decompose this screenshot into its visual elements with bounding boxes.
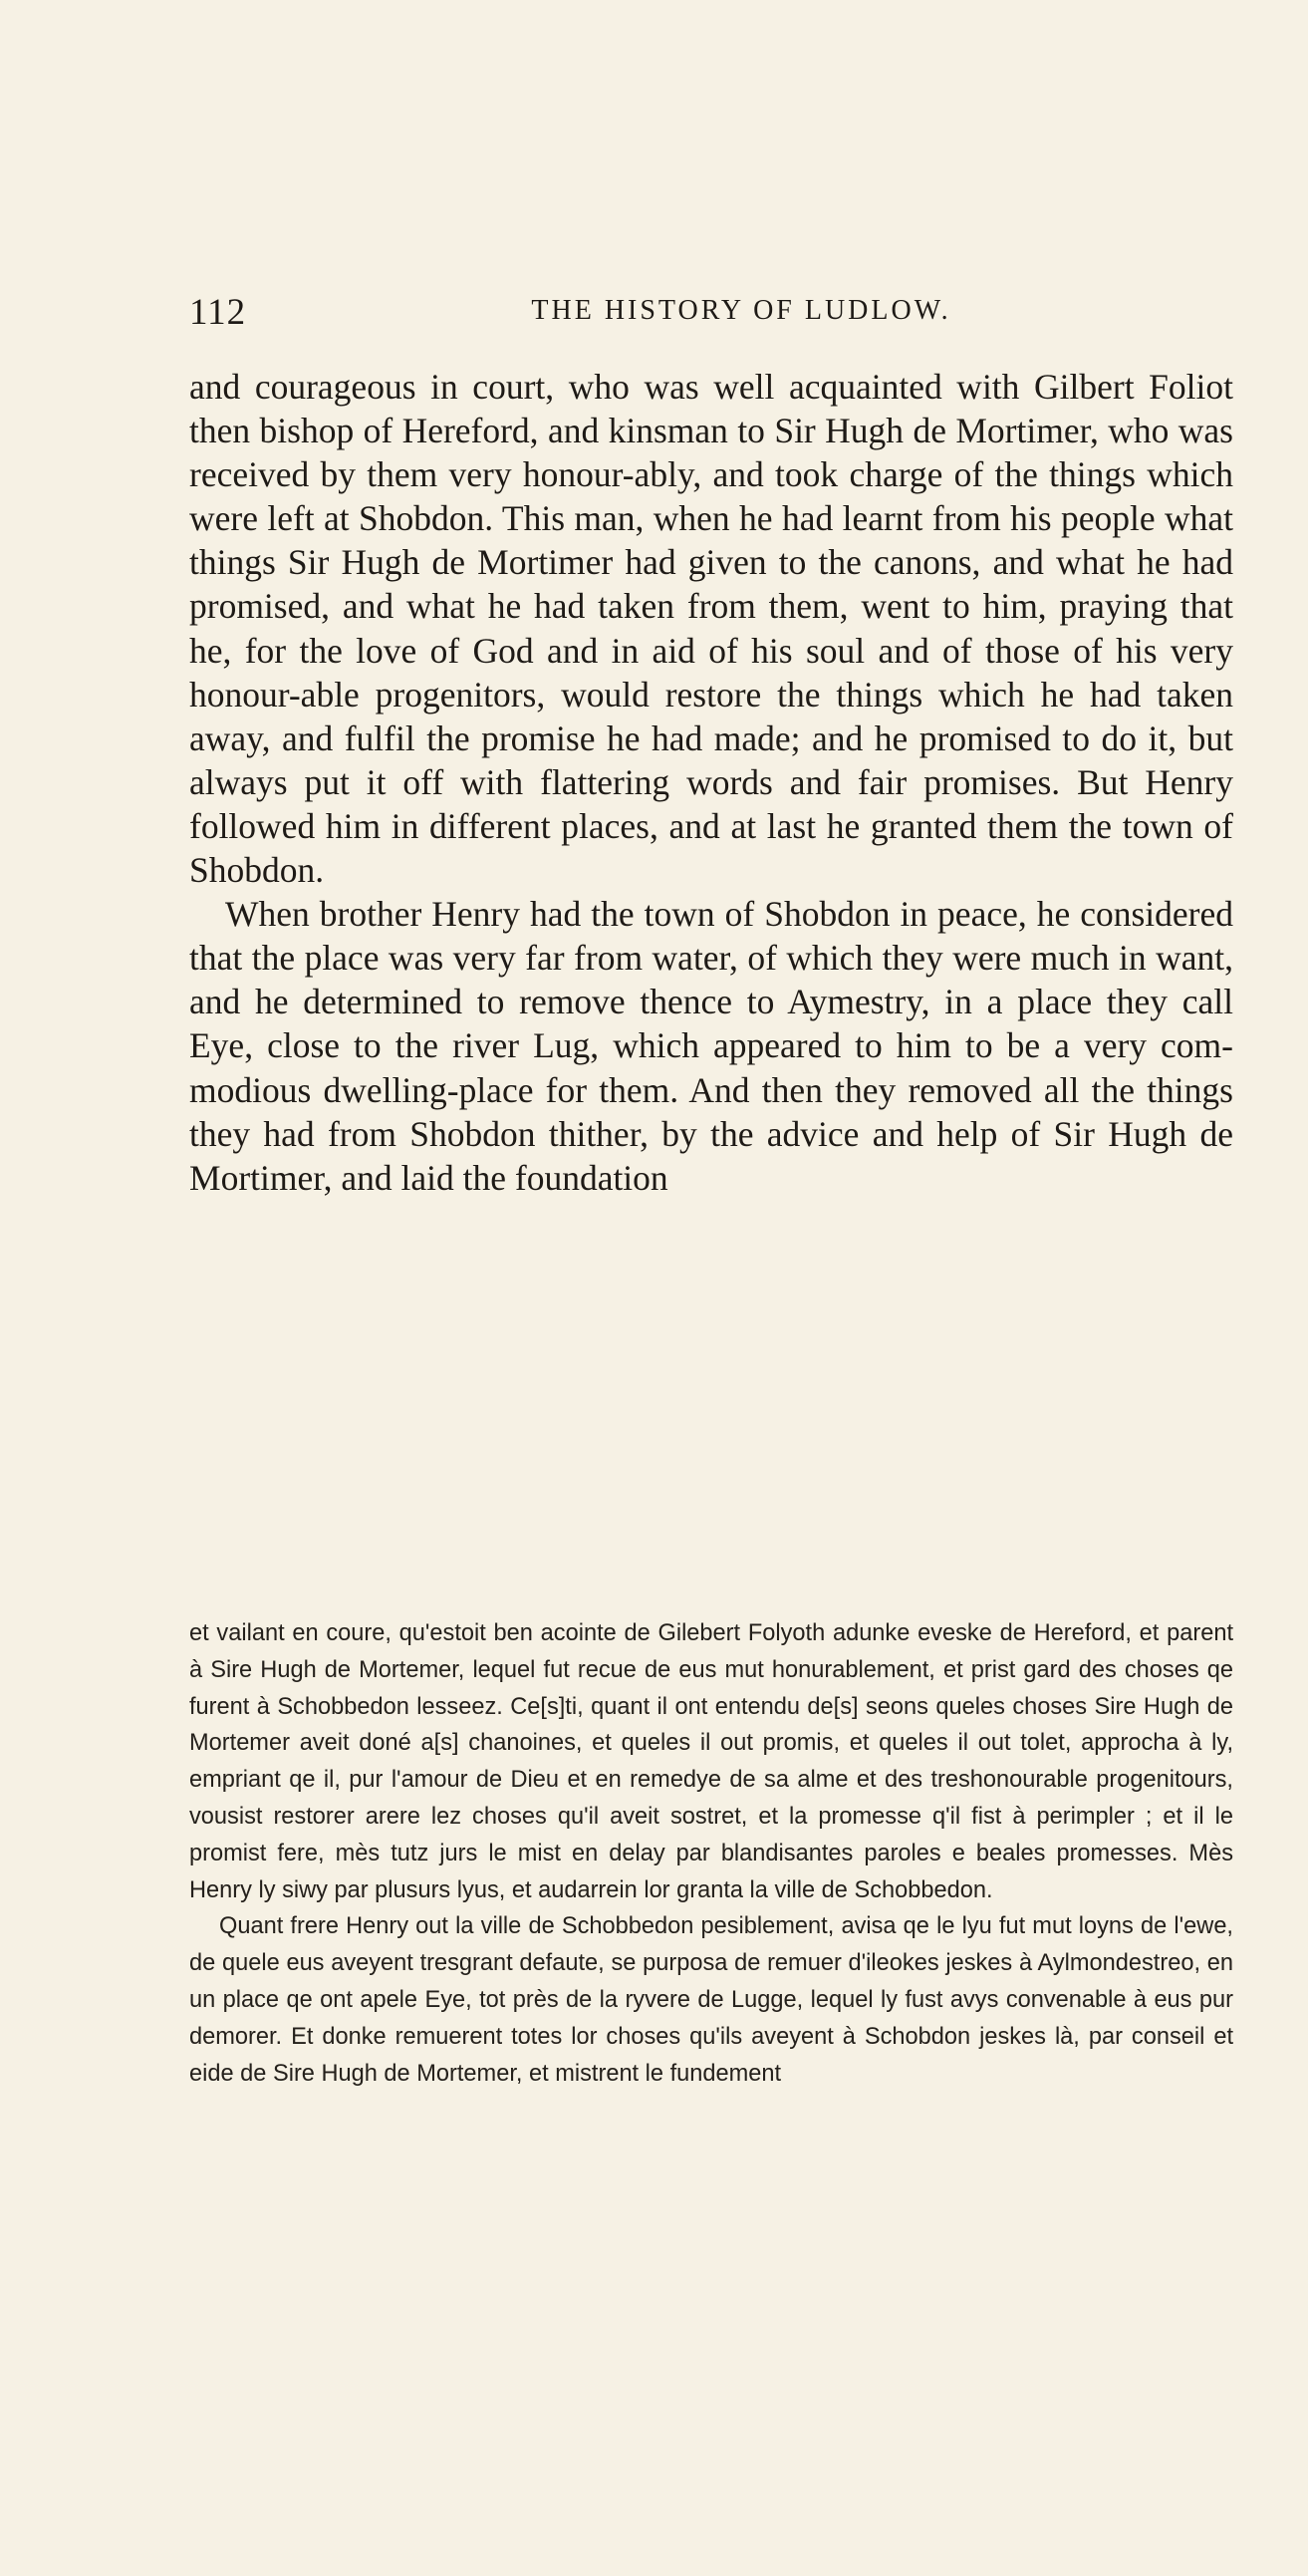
footnote-text (189, 1615, 1233, 2092)
running-head: THE HISTORY OF LUDLOW. (531, 295, 951, 326)
main-paragraph: and courageous in court, who was well acquainted with Gilbert Foliot then bishop of Hereford, and kinsman to Sir Hugh de Mortimer, who was received by them very honour-ably, and took charge of the things which were left at Shobdon. This man, when he had learnt from his people what things Sir Hugh de Mortimer had given to the canons, and what he had promised, and what he had taken from them, went to him, praying that he, for the love of God and in aid of his soul and of those of his very honour-able progenitors, would restore the things which he had taken away, and fulfil the promise he had made; and he promised to do it, but always put it off with flattering words and fair promises. But Henry followed him in different places, and at last he granted them the town of Shobdon. (189, 367, 1233, 891)
main-paragraph: When brother Henry had the town of Shobdon in peace, he considered that the place was very far from water, of which they were much in want, and he determined to remove thence to Aymestry, in a place they call Eye, close to the river Lug, which appeared to him to be a very com-modious dwelling-place for them. And then they removed all the things they had from Shobdon thither, by the advice and help of Sir Hugh de Mortimer, and laid the foundation (189, 894, 1233, 1198)
page-header (189, 291, 1233, 335)
main-text (189, 365, 1233, 1200)
page-number: 112 (189, 292, 247, 333)
footnote-paragraph: et vailant en coure, qu'estoit ben acointe de Gilebert Folyoth adunke eveske de Hereford, et parent à Sire Hugh de Mortemer, lequel fut recue de eus mut honurablement, et prist gard des choses qe furent à Schobbedon lesseez. Ce[s]ti, quant il ont entendu de[s] seons queles choses Sire Hugh de Mortemer aveit doné a[s] chanoines, et queles il out promis, et queles il out tolet, approcha à ly, empriant qe il, pur l'amour de Dieu et en remedye de sa alme et des treshonourable progenitours, vousist restorer arere lez choses qu'il aveit sostret, et la promesse q'il fist à perimpler ; et il le promist fere, mès tutz jurs le mist en delay par blandisantes paroles e beales promesses. Mès Henry ly siwy par plusurs lyus, et audarrein lor granta la ville de Schobbedon. (189, 1620, 1233, 1903)
footnote-paragraph: Quant frere Henry out la ville de Schobbedon pesiblement, avisa qe le lyu fut mut loyns de l'ewe, de quele eus aveyent tresgrant defaute, se purposa de remuer d'ileokes jeskes à Aylmondestreo, en un place qe ont apele Eye, tot près de la ryvere de Lugge, lequel ly fust avys convenable à eus pur demorer. Et donke remuerent totes lor choses qu'ils aveyent à Schobdon jeskes là, par conseil et eide de Sire Hugh de Mortemer, et mistrent le fundement (189, 1913, 1233, 2087)
